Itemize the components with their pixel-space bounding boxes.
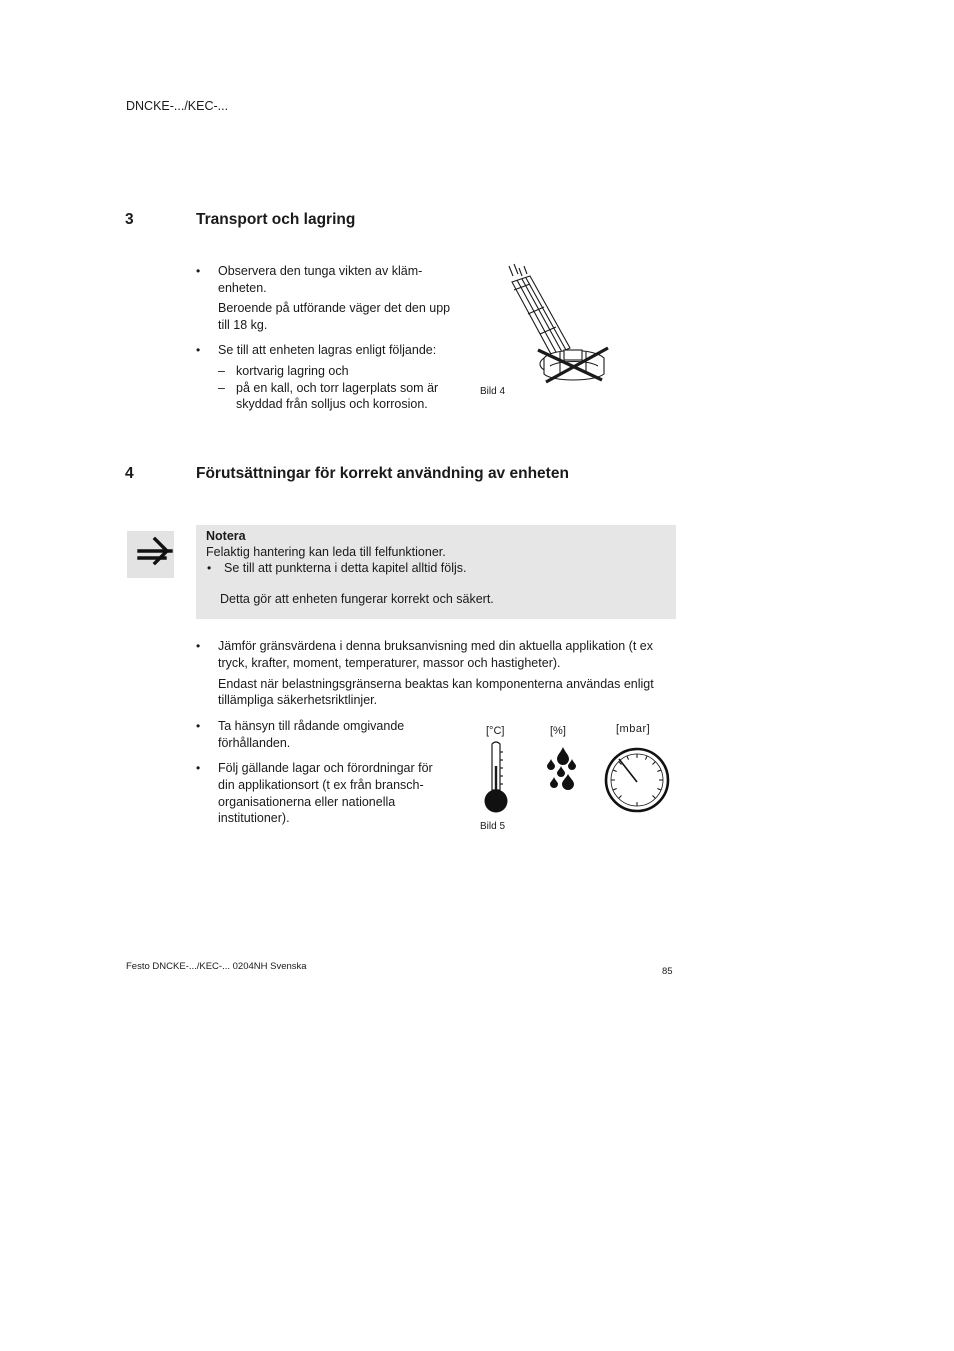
droplets-icon	[543, 745, 581, 793]
notice-arrow-box	[127, 531, 174, 578]
bullet-icon: •	[207, 561, 212, 575]
dash-icon: –	[218, 364, 225, 378]
pressure-label: [mbar]	[616, 723, 651, 735]
bullet-text: Se till att enheten lagras enligt följande:	[218, 343, 437, 357]
bullet-text: förhållanden.	[218, 736, 291, 750]
temperature-label: [°C]	[486, 725, 505, 737]
bullet-text: institutioner).	[218, 811, 290, 825]
section3-number: 3	[125, 211, 134, 228]
section4-number: 4	[125, 465, 134, 482]
notice-text: Felaktig hantering kan leda till felfunktioner.	[206, 545, 446, 559]
bullet-text: tryck, krafter, moment, temperaturer, massor och hastigheter).	[218, 656, 561, 670]
bullet-text: Följ gällande lagar och förordningar för	[218, 761, 433, 775]
bullet-icon: •	[196, 639, 201, 653]
page-number: 85	[662, 966, 673, 977]
bullet-subtext: Beroende på utförande väger det den upp	[218, 301, 451, 315]
thermometer-icon	[482, 740, 510, 814]
figure5-caption: Bild 5	[480, 821, 506, 832]
bullet-icon: •	[196, 343, 201, 357]
bullet-icon: •	[196, 264, 201, 278]
bullet-text: Observera den tunga vikten av kläm-	[218, 264, 423, 278]
section3-title: Transport och lagring	[196, 211, 356, 228]
bullet-icon: •	[196, 719, 201, 733]
figure4-drawing	[500, 262, 612, 390]
bullet-icon: •	[196, 761, 201, 775]
notice-title: Notera	[206, 529, 246, 543]
bullet-subtext: Endast när belastningsgränserna beaktas kan komponenterna användas enligt	[218, 677, 654, 691]
bullet-text: enheten.	[218, 281, 267, 295]
bullet-subtext: till 18 kg.	[218, 318, 268, 332]
dash-text: kortvarig lagring och	[236, 364, 349, 378]
bullet-text: Jämför gränsvärdena i denna bruksanvisning med din aktuella applikation (t ex	[218, 639, 653, 653]
bullet-text: Ta hänsyn till rådande omgivande	[218, 719, 405, 733]
bullet-text: din applikationsort (t ex från bransch-	[218, 778, 424, 792]
bullet-text: organisationerna eller nationella	[218, 795, 396, 809]
humidity-label: [%]	[550, 725, 566, 737]
footer-doc-info: Festo DNCKE-.../KEC-... 0204NH Svenska	[126, 961, 307, 972]
notice-bullet-text: Se till att punkterna i detta kapitel alltid följs.	[224, 561, 467, 575]
dash-text: skyddad från solljus och korrosion.	[236, 397, 428, 411]
figure4-caption: Bild 4	[480, 386, 506, 397]
notice-text: Detta gör att enheten fungerar korrekt och säkert.	[220, 592, 494, 606]
pressure-gauge-icon	[603, 747, 671, 813]
section4-title: Förutsättningar för korrekt användning av enheten	[196, 465, 569, 482]
arrow-right-icon	[127, 531, 174, 578]
dash-text: på en kall, och torr lagerplats som är	[236, 381, 439, 395]
dash-icon: –	[218, 381, 225, 395]
bullet-subtext: tillämpliga säkerhetsriktlinjer.	[218, 693, 378, 707]
header-doc-ref: DNCKE-.../KEC-...	[126, 99, 229, 113]
